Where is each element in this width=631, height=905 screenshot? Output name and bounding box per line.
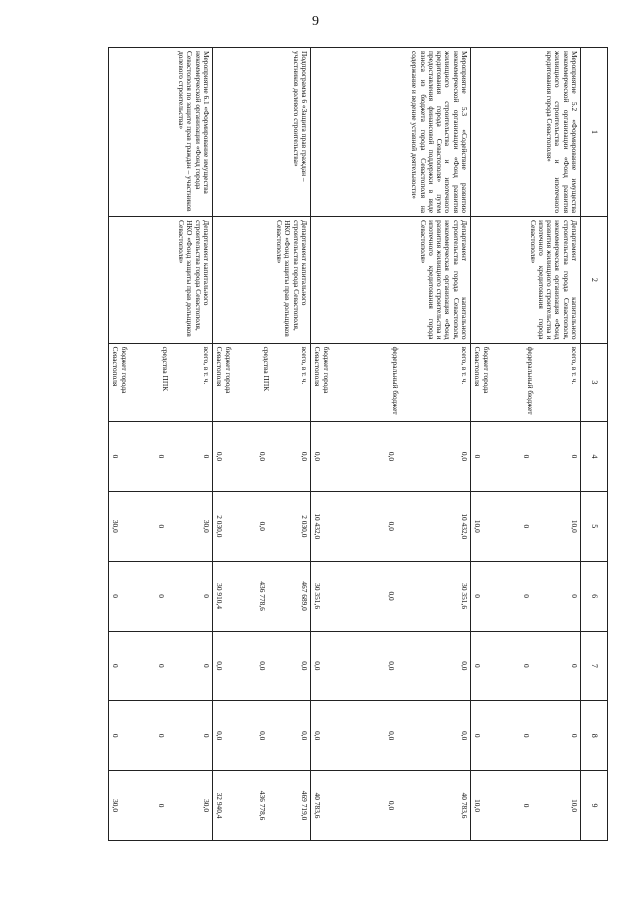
value-cell <box>471 491 581 561</box>
value-text: 0,0 <box>300 661 309 671</box>
value-cell <box>213 491 311 561</box>
value-text: 0 <box>521 454 531 459</box>
value-cell <box>109 701 213 771</box>
page-number: 9 <box>312 14 319 29</box>
value-text: 0,0 <box>386 591 396 601</box>
header-cell: 4 <box>581 422 608 492</box>
value-text: 30,0 <box>111 799 121 813</box>
rotated-table-wrapper <box>108 47 608 841</box>
value-text: 30,0 <box>202 799 211 813</box>
value-cell <box>213 701 311 771</box>
value-text: 30,0 <box>111 519 121 533</box>
header-cell: 5 <box>581 491 608 561</box>
source-label: всего, в т. ч. <box>300 346 309 385</box>
value-text: 0,0 <box>386 800 396 811</box>
value-text: 10,0 <box>570 519 579 533</box>
source-label: всего, в т. ч. <box>202 346 211 385</box>
value-cell <box>471 771 581 841</box>
value-text: 0 <box>156 594 166 598</box>
value-text: 2 030,0 <box>215 515 225 538</box>
value-text: 0,0 <box>300 451 309 462</box>
rotated-table-container <box>108 47 608 841</box>
value-cell <box>109 422 213 492</box>
value-text: 0,0 <box>460 451 469 462</box>
value-text: 0,0 <box>257 451 267 462</box>
value-cell <box>471 422 581 492</box>
value-text: 0 <box>111 454 121 459</box>
value-text: 0,0 <box>257 661 267 671</box>
measure-name: Подпрограмма 6 «Защита прав граждан – участников долевого строительства» <box>213 48 311 217</box>
value-text: 30 351,6 <box>313 583 323 610</box>
value-cell <box>311 422 471 492</box>
value-cell <box>109 771 213 841</box>
value-cell <box>213 561 311 631</box>
value-cell <box>311 491 471 561</box>
value-text: 0 <box>521 733 531 738</box>
table-row <box>109 48 213 841</box>
value-cell <box>109 631 213 701</box>
source-label: бюджет города Севастополя <box>473 346 491 394</box>
source-label: средства ППК <box>261 346 271 392</box>
value-text: 0,0 <box>386 451 396 462</box>
value-text: 0 <box>111 664 121 668</box>
value-text: 0 <box>156 664 166 668</box>
value-cell <box>213 422 311 492</box>
value-text: 0 <box>156 454 166 459</box>
value-cell <box>311 701 471 771</box>
value-text: 0,0 <box>300 731 309 741</box>
value-cell <box>311 561 471 631</box>
executor-cell: Департамент капитального строительства города Севастополя, некоммерческая организация «Фонд развития жилищного строительства и ипотечного кредитования города Севастополя» <box>311 217 471 344</box>
measure-name: Мероприятие 5.3 «Содействие развитию некоммерческой организации «Фонд развития жилищного строительства и ипотечного кредитования города Севастополя» путем предоставления финансовой поддержки в виде взноса из бюджета города Севастополя на содержание и ведение уставной деятельности» <box>311 48 471 217</box>
value-text: 0,0 <box>313 451 323 462</box>
header-cell: 6 <box>581 561 608 631</box>
measure-name: Мероприятие 6.1 «Формирование имущества некоммерческой организации «Фонд города Севастополя по защите прав граждан – участников долевого строительства» <box>109 48 213 217</box>
value-text: 10,0 <box>570 799 579 813</box>
value-text: 0 <box>156 733 166 738</box>
value-cell <box>311 771 471 841</box>
funding-sources <box>109 343 213 422</box>
value-text: 0 <box>202 454 211 459</box>
value-text: 0 <box>521 664 531 668</box>
header-cell: 1 <box>581 48 608 217</box>
value-text: 0 <box>521 803 531 808</box>
value-text: 0 <box>156 803 166 808</box>
value-text: 0,0 <box>460 731 469 741</box>
source-label: всего, в т. ч. <box>570 346 579 385</box>
value-text: 0 <box>111 733 121 738</box>
value-text: 0 <box>202 594 211 598</box>
value-text: 10 432,0 <box>313 513 323 540</box>
funding-sources <box>311 343 471 422</box>
header-cell: 7 <box>581 631 608 701</box>
source-label: федеральный бюджет <box>525 346 535 415</box>
value-text: 32 940,4 <box>215 792 225 819</box>
value-text: 10,0 <box>473 799 483 813</box>
source-label: бюджет города Севастополя <box>215 346 233 394</box>
value-text: 30 351,6 <box>460 583 469 610</box>
value-text: 436 778,6 <box>257 790 267 821</box>
value-text: 0,0 <box>386 661 396 671</box>
value-cell <box>471 561 581 631</box>
value-text: 0,0 <box>215 661 225 671</box>
value-text: 436 778,6 <box>257 581 267 611</box>
value-text: 40 783,6 <box>313 792 323 819</box>
header-cell: 9 <box>581 771 608 841</box>
budget-table <box>108 47 608 841</box>
value-cell <box>311 631 471 701</box>
funding-sources <box>471 343 581 422</box>
value-text: 0,0 <box>215 731 225 741</box>
source-label: средства ППК <box>160 346 170 392</box>
table-row <box>471 48 581 841</box>
value-text: 2 030,0 <box>300 515 309 538</box>
value-text: 0 <box>156 524 166 529</box>
value-cell <box>471 701 581 771</box>
value-cell <box>109 561 213 631</box>
value-cell <box>213 771 311 841</box>
value-text: 0 <box>570 664 579 668</box>
value-text: 0,0 <box>460 661 469 671</box>
value-text: 0,0 <box>257 731 267 741</box>
value-text: 0,0 <box>313 661 323 671</box>
funding-sources <box>213 343 311 422</box>
value-text: 0,0 <box>313 731 323 741</box>
value-text: 0 <box>521 524 531 529</box>
value-text: 30 910,4 <box>215 583 225 610</box>
header-cell: 2 <box>581 217 608 344</box>
value-text: 10 432,0 <box>460 513 469 540</box>
executor-cell: Департамент капитального строительства города Севастополя, НКО «Фонд защиты прав дольщиков Севастополя» <box>213 217 311 344</box>
source-label: всего, в т. ч. <box>460 346 469 385</box>
value-text: 0 <box>473 733 483 738</box>
source-label: федеральный бюджет <box>390 346 400 415</box>
value-text: 0 <box>473 454 483 459</box>
table-row <box>311 48 471 841</box>
executor-cell: Департамент капитального строительства города Севастополя, некоммерческая организация «Фонд развития жилищного строительства и ипотечного кредитования города Севастополя» <box>471 217 581 344</box>
value-text: 40 783,6 <box>460 792 469 819</box>
executor-cell: Департамент капитального строительства города Севастополя, НКО «Фонд защиты прав дольщиков Севастополя» <box>109 217 213 344</box>
value-text: 0,0 <box>215 451 225 462</box>
value-text: 30,0 <box>202 519 211 533</box>
value-text: 0,0 <box>257 521 267 531</box>
value-text: 0 <box>521 594 531 598</box>
value-text: 0,0 <box>386 521 396 531</box>
source-label: бюджет города Севастополя <box>111 346 129 394</box>
value-text: 0 <box>111 594 121 598</box>
value-text: 10,0 <box>473 519 483 533</box>
value-text: 0 <box>570 594 579 598</box>
value-cell <box>213 631 311 701</box>
header-row <box>581 48 608 841</box>
value-text: 0 <box>202 664 211 668</box>
value-text: 467 689,0 <box>300 581 309 611</box>
value-text: 469 719,0 <box>300 790 309 821</box>
value-cell <box>109 491 213 561</box>
value-cell <box>471 631 581 701</box>
value-text: 0 <box>473 664 483 668</box>
value-text: 0 <box>570 454 579 459</box>
value-text: 0,0 <box>386 731 396 741</box>
source-label: бюджет города Севастополя <box>313 346 331 394</box>
header-cell: 3 <box>581 343 608 422</box>
value-text: 0 <box>570 733 579 738</box>
value-text: 0 <box>202 733 211 738</box>
header-cell: 8 <box>581 701 608 771</box>
value-text: 0 <box>473 594 483 598</box>
table-row <box>213 48 311 841</box>
measure-name: Мероприятие 5.2 «Формирование имущества некоммерческой организации «Фонд развития жилищного строительства и ипотечного кредитования города Севастополя» <box>471 48 581 217</box>
